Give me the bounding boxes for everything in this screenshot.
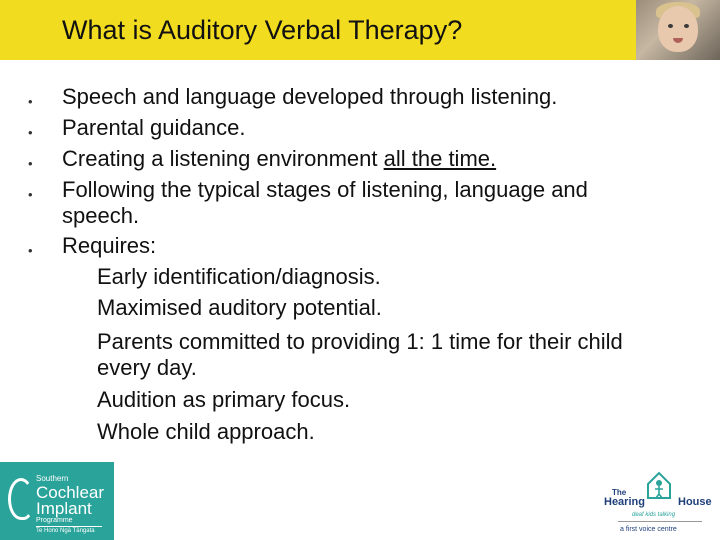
logo-right-tagline: deaf kids talking <box>632 512 676 518</box>
bullet-dot-5: • <box>28 243 33 258</box>
logo-left-line-1: Southern <box>36 474 69 483</box>
bullet-1: Speech and language developed through listening. <box>62 84 558 109</box>
ear-icon <box>8 478 34 520</box>
logo-left-line-5: Te Hono Ngā Tāngata <box>36 528 95 534</box>
bullet-dot-3: • <box>28 156 33 171</box>
photo-eye-left <box>668 24 673 28</box>
logo-right-house: House <box>678 496 712 508</box>
logo-left-line-3: Implant <box>36 499 92 518</box>
house-icon <box>646 470 672 500</box>
bullet-3-emphasis: all the time. <box>383 146 497 171</box>
bullet-dot-1: • <box>28 94 33 109</box>
logo-left-line-4: Programme <box>36 517 73 524</box>
logo-right-subline: a first voice centre <box>620 526 677 533</box>
bullet-4: Following the typical stages of listening, language and <box>62 177 588 202</box>
child-photo <box>636 0 720 60</box>
bullet-5: Requires: <box>62 233 157 258</box>
bullet-dot-2: • <box>28 125 33 140</box>
sub-item-1: Early identification/diagnosis. <box>97 264 381 289</box>
logo-right-hearing: Hearing <box>604 496 645 508</box>
sub-item-5: Whole child approach. <box>97 419 315 444</box>
bullet-3 <box>62 146 496 172</box>
slide-title: What is Auditory Verbal Therapy? <box>62 15 463 45</box>
bullet-4-continued: speech. <box>62 203 140 228</box>
logo-left-divider <box>36 526 102 527</box>
cochlear-implant-logo <box>0 462 114 540</box>
logo-right-the: The <box>612 488 627 497</box>
logo-left-line-2: Cochlear <box>36 483 105 502</box>
sub-item-4: Audition as primary focus. <box>97 387 351 412</box>
sub-item-2: Maximised auditory potential. <box>97 295 382 320</box>
title-bar <box>0 0 720 60</box>
logo-right-divider <box>618 521 702 522</box>
bullet-2: Parental guidance. <box>62 115 246 140</box>
photo-eye-right <box>684 24 689 28</box>
bullet-dot-4: • <box>28 187 33 202</box>
hearing-house-logo <box>596 468 720 540</box>
photo-face <box>658 6 698 52</box>
sub-item-3: Parents committed to providing 1: 1 time for their child <box>97 329 623 354</box>
sub-item-3-continued: every day. <box>97 355 197 380</box>
bullet-3-text: Creating a listening environment <box>62 146 384 171</box>
